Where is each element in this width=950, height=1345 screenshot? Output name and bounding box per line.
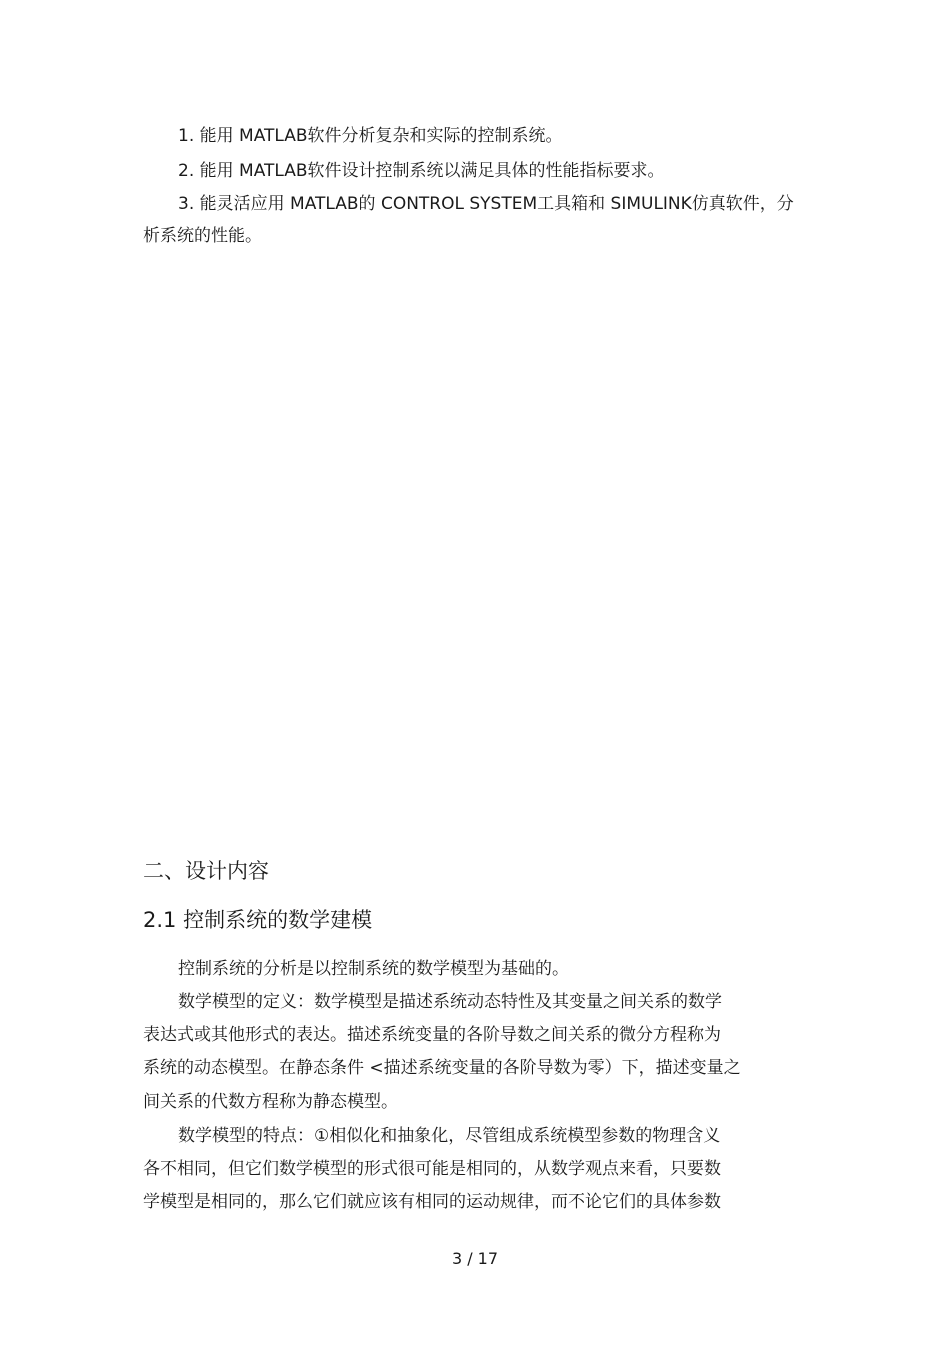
paragraph-2-line-1: 数学模型的定义：数学模型是描述系统动态特性及其变量之间关系的数学 [178,992,722,1012]
paragraph-3-line-2: 各不相同，但它们数学模型的形式很可能是相同的，从数学观点来看，只要数 [143,1159,721,1179]
paragraph-2-line-2: 表达式或其他形式的表达。描述系统变量的各阶导数之间关系的微分方程称为 [143,1025,721,1045]
paragraph-1: 控制系统的分析是以控制系统的数学模型为基础的。 [178,959,569,979]
paragraph-3-line-1: 数学模型的特点：①相似化和抽象化，尽管组成系统模型参数的物理含义 [178,1126,721,1146]
objective-item-3: 3. 能灵活应用 MATLAB的 CONTROL SYSTEM工具箱和 SIMULINK仿真软件，分 [178,194,794,214]
section-heading: 二、设计内容 [143,859,269,883]
paragraph-2-line-3: 系统的动态模型。在静态条件 <描述系统变量的各阶导数为零）下，描述变量之 [143,1058,741,1078]
subsection-heading: 2.1 控制系统的数学建模 [143,908,373,932]
page-number: 3 / 17 [451,1249,499,1268]
objective-item-1: 1. 能用 MATLAB软件分析复杂和实际的控制系统。 [178,126,563,146]
objective-item-3-continuation: 析系统的性能。 [143,226,262,246]
paragraph-3-line-3: 学模型是相同的，那么它们就应该有相同的运动规律，而不论它们的具体参数 [143,1192,721,1212]
paragraph-2-line-4: 间关系的代数方程称为静态模型。 [143,1092,398,1112]
objective-item-2: 2. 能用 MATLAB软件设计控制系统以满足具体的性能指标要求。 [178,161,665,181]
